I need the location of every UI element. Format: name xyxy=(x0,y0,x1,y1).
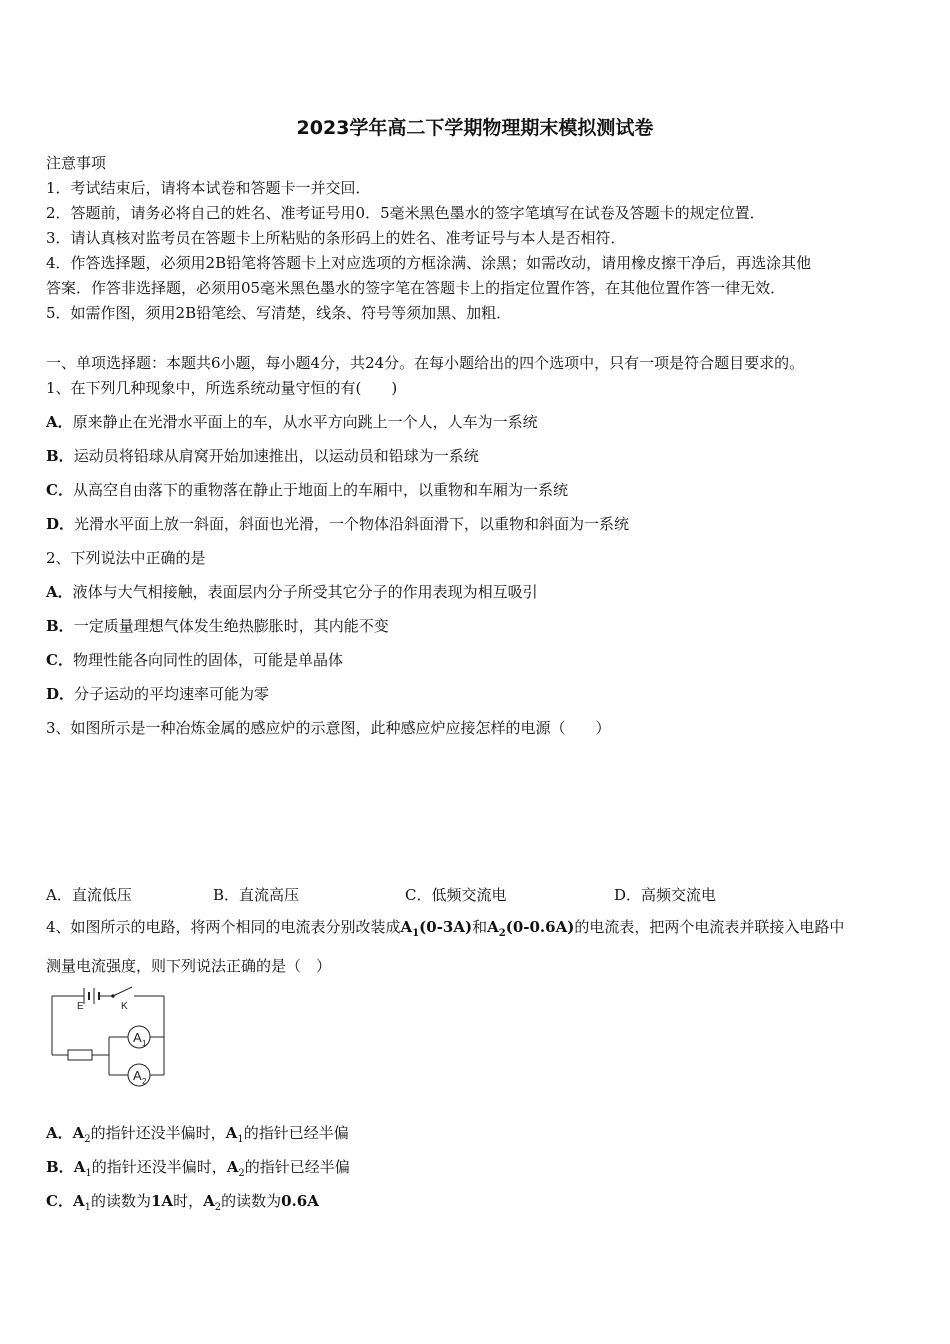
question-2-option-b xyxy=(46,615,389,636)
question-4-option-b: B．$A_1$的指针还没半偏时，$A_2$的指针已经半偏 xyxy=(46,1158,350,1179)
question-4-stem-line1 xyxy=(46,916,844,939)
notice-item: 2．答题前，请务必将自己的姓名、准考证号用0．5毫米黑色墨水的签字笔填写在试卷及答题卡的规定位置． xyxy=(46,204,765,222)
question-1-option-b xyxy=(46,445,479,466)
question-1-option-a xyxy=(46,411,538,432)
option-c: C．低频交流电 xyxy=(405,886,507,904)
option-letter: C． xyxy=(46,1192,73,1210)
option-letter: A． xyxy=(46,583,73,601)
question-1-option-d xyxy=(46,513,629,534)
section-heading: 一、单项选择题：本题共6小题，每小题4分，共24分。在每小题给出的四个选项中，只有一项是符合题目要求的。 xyxy=(46,354,805,372)
option-d: D．高频交流电 xyxy=(614,886,717,904)
option-letter: B． xyxy=(46,447,74,465)
option-text: 一定质量理想气体发生绝热膨胀时，其内能不变 xyxy=(73,617,389,635)
option-letter: A． xyxy=(46,1124,73,1142)
circuit-diagram xyxy=(46,985,170,1089)
meter-a1-name: $A_1(0-3A)$ xyxy=(400,918,473,939)
question-2-option-c xyxy=(46,649,343,670)
question-2-stem: 2、下列说法中正确的是 xyxy=(46,549,206,567)
notice-item: 5．如需作图，须用2B铅笔绘、写清楚，线条、符号等须加黑、加粗． xyxy=(46,304,512,322)
question-4-stem-line2: 测量电流强度，则下列说法正确的是（ ） xyxy=(46,957,332,975)
meter2-label: A xyxy=(133,1068,142,1083)
option-letter: D． xyxy=(46,685,75,703)
option-text: 分子运动的平均速率可能为零 xyxy=(74,685,270,703)
notice-heading: 注意事项 xyxy=(46,154,107,172)
option-text: 运动员将铅球从肩窝开始加速推出，以运动员和铅球为一系统 xyxy=(73,447,479,465)
option-letter: D． xyxy=(46,515,75,533)
notice-item: 4．作答选择题，必须用2B铅笔将答题卡上对应选项的方框涂满、涂黑；如需改动，请用橡皮擦干净后，再选涂其他 xyxy=(46,254,812,272)
option-letter: C． xyxy=(46,651,73,669)
question-1-stem: 1、在下列几种现象中，所选系统动量守恒的有( ) xyxy=(46,379,398,397)
stem-text: 和 xyxy=(472,918,488,936)
notice-item: 答案．作答非选择题，必须用05毫米黑色墨水的签字笔在答题卡上的指定位置作答，在其他位置作答一律无效． xyxy=(46,279,786,297)
meter2-sub: 2 xyxy=(142,1077,147,1086)
meter1-sub: 1 xyxy=(142,1039,147,1048)
option-letter: C． xyxy=(46,481,73,499)
switch-label: K xyxy=(121,1001,128,1012)
page-title: 2023学年高二下学期物理期末模拟测试卷 xyxy=(296,117,654,139)
notice-item: 3．请认真核对监考员在答题卡上所粘贴的条形码上的姓名、准考证号与本人是否相符． xyxy=(46,229,626,247)
question-3-stem: 3、如图所示是一种冶炼金属的感应炉的示意图，此种感应炉应接怎样的电源（ ） xyxy=(46,719,611,737)
option-a: A．直流低压 xyxy=(46,886,132,904)
option-letter: B． xyxy=(46,1158,74,1176)
question-2-option-d xyxy=(46,683,269,704)
option-text: 光滑水平面上放一斜面，斜面也光滑，一个物体沿斜面滑下，以重物和斜面为一系统 xyxy=(74,515,630,533)
option-text: 原来静止在光滑水平面上的车，从水平方向跳上一个人，人车为一系统 xyxy=(72,413,538,431)
question-3-options xyxy=(0,884,950,904)
stem-text: 的电流表，把两个电流表并联接入电路中 xyxy=(574,918,845,936)
question-1-option-c xyxy=(46,479,568,500)
question-2-option-a xyxy=(46,581,538,602)
option-text: 物理性能各向同性的固体，可能是单晶体 xyxy=(72,651,343,669)
option-b: B．直流高压 xyxy=(213,886,300,904)
meter-a2-name: $A_2(0-0.6A)$ xyxy=(487,918,575,939)
stem-text: 4、如图所示的电路，将两个相同的电流表分别改装成 xyxy=(46,918,401,936)
meter1-label: A xyxy=(133,1030,142,1045)
switch-blade xyxy=(113,987,132,996)
option-text: 液体与大气相接触，表面层内分子所受其它分子的作用表现为相互吸引 xyxy=(72,583,538,601)
battery-label: E xyxy=(77,1001,84,1012)
option-letter: A． xyxy=(46,413,73,431)
resistor xyxy=(68,1050,92,1060)
question-4-option-a: A．$A_2$的指针还没半偏时，$A_1$的指针已经半偏 xyxy=(46,1124,349,1145)
option-letter: B． xyxy=(46,617,74,635)
question-4-option-c: C．$A_1$的读数为1A时，$A_2$的读数为0.6A xyxy=(46,1192,319,1213)
notice-item: 1．考试结束后，请将本试卷和答题卡一并交回． xyxy=(46,179,371,197)
option-text: 从高空自由落下的重物落在静止于地面上的车厢中，以重物和车厢为一系统 xyxy=(72,481,568,499)
